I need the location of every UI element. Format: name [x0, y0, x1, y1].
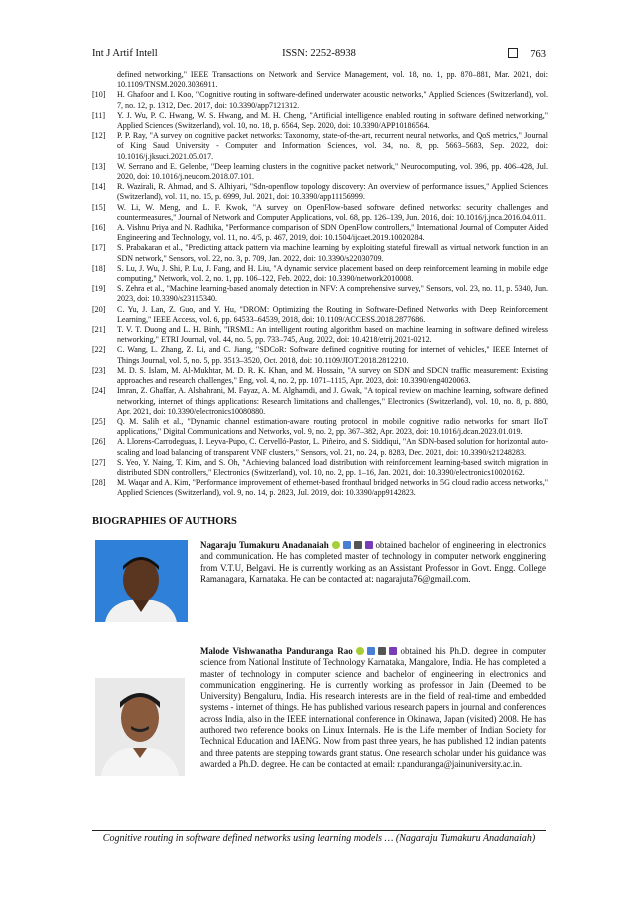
checkbox-icon — [508, 48, 518, 58]
reference-text: M. Waqar and A. Kim, "Performance improvement of ethernet-based fronthaul bridged networks in 5G cloud radio access networks," Applied Sciences (Switzerland), vol. 9, no. 14, p. 2823, Jul. 2019, doi: 10.3390/app9142823. — [117, 478, 548, 498]
reference-item — [92, 243, 548, 263]
reference-item — [92, 264, 548, 284]
reference-text: T. V. T. Duong and L. H. Binh, "IRSML: An intelligent routing algorithm based on machine learning in software defined wireless networking," ETRI Journal, vol. 44, no. 5, pp. 733–745, Aug. 2022, doi: 10.4218/etrij.2021-0212. — [117, 325, 548, 345]
reference-number: [16] — [92, 223, 106, 233]
reference-number: [23] — [92, 365, 106, 375]
page-number: 763 — [530, 49, 546, 60]
reference-text: defined networking," IEEE Transactions on Network and Service Management, vol. 18, no. 1, pp. 870–881, Mar. 2021, doi: 10.1109/TNSM.2020.3036911. — [117, 70, 548, 90]
reference-item — [92, 458, 548, 478]
page-number-group — [508, 48, 546, 60]
author-photo-1 — [95, 540, 188, 622]
reference-list — [92, 70, 548, 499]
reference-item — [92, 70, 548, 90]
issn: ISSN: 2252-8938 — [282, 48, 356, 59]
reference-text: C. Wang, L. Zhang, Z. Li, and C. Jiang, "SDCoR: Software defined cognitive routing for internet of vehicles," IEEE Internet of Things Journal, vol. 5, no. 5, pp. 3513–3520, Oct. 2018, doi: 10.1109/JIOT.2018.2812210. — [117, 345, 548, 365]
reference-text: Y. J. Wu, P. C. Hwang, W. S. Hwang, and M. H. Cheng, "Artificial intelligence enabled routing in software defined networking," Applied Sciences (Switzerland), vol. 10, no. 18, p. 6564, Sep. 2020, doi: 10.3390/APP10186564. — [117, 110, 548, 131]
reference-text: A. Llorens-Carrodeguas, I. Leyva-Pupo, C. Cervelló-Pastor, L. Piñeiro, and S. Siddiqui, "An SDN-based solution for horizontal auto-scaling and load balancing of transparent VNF clusters," Sensors, vol. 21, no. 24, p. 8283, Dec. 2021, doi: 10.3390/s21248283. — [117, 437, 548, 457]
reference-text: M. D. S. Islam, M. Al-Mukhtar, M. D. R. K. Khan, and M. Hossain, "A survey on SDN and SDCN traffic measurement: Existing approaches and research challenges," Eng, vol. 4, no. 2, pp. 1071–1115, Apr. 2023, doi: 10.3390/eng4020063. — [117, 365, 548, 386]
reference-number: [26] — [92, 437, 106, 447]
scopus-icon[interactable] — [354, 541, 362, 549]
reference-item — [92, 366, 548, 386]
author-text-2: obtained his Ph.D. degree in computer science from National Institute of Technology Karnataka, Mangalore, India. He has completed a master of technology in computer science and bachelor of engineering in electronics and communication engginering. He is currently working as professor in Jain (Deemed to be University) Bengaluru, India. His research interests are in the field of real-time and embedded systems - internet of things. He has published various research papers in journal and conferences across India, also in the IEEE international conference in Okinawa, Japan (visited) 2008. He has authored two reference books on Linux Internals. He is the Life member of Indian Society for Technical Education and IAENG. Now from past three years, he has published 12 indian patents and three patents are stepping towards grant status. One research scholar under his guidance was awarded a Ph.D. degree. He can be contacted at email: r.panduranga@jainuniversity.ac.in. — [200, 646, 546, 769]
publons-icon[interactable] — [365, 541, 373, 549]
publons-icon[interactable] — [389, 647, 397, 655]
reference-text: P. P. Ray, "A survey on cognitive packet networks: Taxonomy, state-of-the-art, recurrent neural networks, and QoS metrics," Journal of King Saud University - Computer and Information Sciences, vol. 34, no. 8, pp. 5663–5683, Sep. 2022, doi: 10.1016/j.jksuci.2021.05.017. — [117, 131, 548, 161]
author-name-2: Malode Vishwanatha Panduranga Rao — [200, 646, 353, 656]
reference-text: H. Ghafoor and I. Koo, "Cognitive routing in software-defined underwater acoustic networks," Applied Sciences (Switzerland), vol. 7, no. 12, p. 1312, Dec. 2017, doi: 10.3390/app7121312. — [117, 90, 548, 110]
footer-rule — [92, 830, 546, 831]
reference-item — [92, 223, 548, 243]
page-footer: Cognitive routing in software defined networks using learning models … (Nagaraju Tumakuru Anadanaiah) — [102, 833, 536, 844]
reference-number: [12] — [92, 131, 106, 141]
reference-number: [14] — [92, 182, 106, 192]
reference-number: [18] — [92, 263, 106, 273]
reference-item — [92, 284, 548, 304]
reference-number: [25] — [92, 416, 106, 426]
section-heading: BIOGRAPHIES OF AUTHORS — [92, 516, 237, 527]
page-header — [92, 48, 546, 62]
reference-item — [92, 182, 548, 202]
scopus-icon[interactable] — [378, 647, 386, 655]
reference-text: A. Vishnu Priya and N. Radhika, "Performance comparison of SDN OpenFlow controllers," International Journal of Computer Aided Engineering and Technology, vol. 11, no. 4/5, p. 467, 2019, doi: 10.1504/ijcaet.2019.10020284. — [117, 223, 548, 243]
google-scholar-icon[interactable] — [367, 647, 375, 655]
reference-item — [92, 131, 548, 162]
author-photo-2 — [95, 678, 185, 776]
reference-number: [13] — [92, 161, 106, 171]
reference-item — [92, 90, 548, 110]
reference-number: [10] — [92, 90, 106, 100]
reference-number: [19] — [92, 284, 106, 294]
reference-number: [27] — [92, 457, 106, 467]
reference-text: C. Yu, J. Lan, Z. Guo, and Y. Hu, "DROM: Optimizing the Routing in Software-Defined Networks with Deep Reinforcement Learning," IEEE Access, vol. 6, pp. 64533–64539, 2018, doi: 10.1109/ACCESS.2018.2877686. — [117, 304, 548, 324]
orcid-icon[interactable] — [356, 647, 364, 655]
reference-item — [92, 417, 548, 437]
reference-item — [92, 325, 548, 345]
reference-text: Q. M. Salih et al., "Dynamic channel estimation-aware routing protocol in mobile cognitive radio networks for smart IIoT applications," Digital Communications and Networks, vol. 9, no. 2, pp. 367–382, Apr. 2023, doi: 10.1016/j.dcan.2023.01.019. — [117, 416, 548, 437]
reference-text: Imran, Z. Ghaffar, A. Alshahrani, M. Fayaz, A. M. Alghamdi, and J. Gwak, "A topical review on machine learning, software defined networking, internet of things applications: Research limitations and challenges," Electronics (Switzerland), vol. 10, no. 8, p. 880, Apr. 2021, doi: 10.3390/electronics10080880. — [117, 386, 548, 416]
reference-number: [17] — [92, 243, 106, 253]
reference-number: [24] — [92, 386, 106, 396]
reference-item — [92, 437, 548, 457]
author-text-1: obtained bachelor of engineering in electronics and communication. He has completed master of technology in computer network engginering from V.T.U, Belgavi. He is currently working as an Assistant Professor in Govt. Engg. College Ramanagara, Karnataka. He can be contacted at: nagarajuta76@gmail.com. — [200, 540, 547, 584]
reference-number: [15] — [92, 202, 106, 212]
reference-number: [21] — [92, 325, 106, 335]
author-bio-1 — [200, 540, 546, 585]
reference-text: S. Lu, J. Wu, J. Shi, P. Lu, J. Fang, and H. Liu, "A dynamic service placement based on deep reinforcement learning in mobile edge computing," Network, vol. 2, no. 1, pp. 106–122, Feb. 2022, doi: 10.3390/network2010008. — [117, 263, 548, 284]
reference-number: [11] — [92, 110, 106, 120]
reference-text: S. Yeo, Y. Naing, T. Kim, and S. Oh, "Achieving balanced load distribution with reinforcement learning-based switch migration in distributed SDN controllers," Electronics (Switzerland), vol. 10, no. 2, pp. 1–16, Jan. 2021, doi: 10.3390/electronics10020162. — [117, 457, 548, 477]
reference-number: [22] — [92, 345, 106, 355]
reference-item — [92, 345, 548, 365]
reference-text: R. Wazirali, R. Ahmad, and S. Alhiyari, "Sdn-openflow topology discovery: An overview of performance issues," Applied Sciences (Switzerland), vol. 11, no. 15, p. 6999, Jul. 2021, doi: 10.3390/app11156999. — [117, 182, 548, 202]
reference-number: [20] — [92, 304, 106, 314]
journal-name: Int J Artif Intell — [92, 48, 158, 59]
reference-number: [28] — [92, 478, 106, 488]
reference-item — [92, 203, 548, 223]
author-name-1: Nagaraju Tumakuru Anadanaiah — [200, 540, 329, 550]
reference-item — [92, 162, 548, 182]
reference-text: W. Serrano and E. Gelenbe, "Deep learning clusters in the cognitive packet network," Neurocomputing, vol. 396, pp. 406–428, Jul. 2020, doi: 10.1016/j.neucom.2018.07.101. — [117, 161, 548, 182]
reference-item — [92, 305, 548, 325]
reference-text: W. Li, W. Meng, and L. F. Kwok, "A survey on OpenFlow-based software defined networks: security challenges and countermeasures," Journal of Network and Computer Applications, vol. 68, pp. 126–139, Jun. 2016, doi: 10.1016/j.jnca.2016.04.011. — [117, 202, 548, 222]
reference-item — [92, 386, 548, 417]
google-scholar-icon[interactable] — [343, 541, 351, 549]
reference-item — [92, 478, 548, 498]
orcid-icon[interactable] — [332, 541, 340, 549]
author-bio-2 — [200, 646, 546, 770]
reference-item — [92, 111, 548, 131]
reference-text: S. Zehra et al., "Machine learning-based anomaly detection in NFV: A comprehensive survey," Sensors, vol. 23, no. 11, p. 5340, Jun. 2023, doi: 10.3390/s23115340. — [117, 284, 548, 304]
reference-text: S. Prabakaran et al., "Predicting attack pattern via machine learning by exploiting stateful firewall as virtual network function in an SDN network," Sensors, vol. 22, no. 3, p. 709, Jan. 2022, doi: 10.3390/s22030709. — [117, 243, 548, 263]
